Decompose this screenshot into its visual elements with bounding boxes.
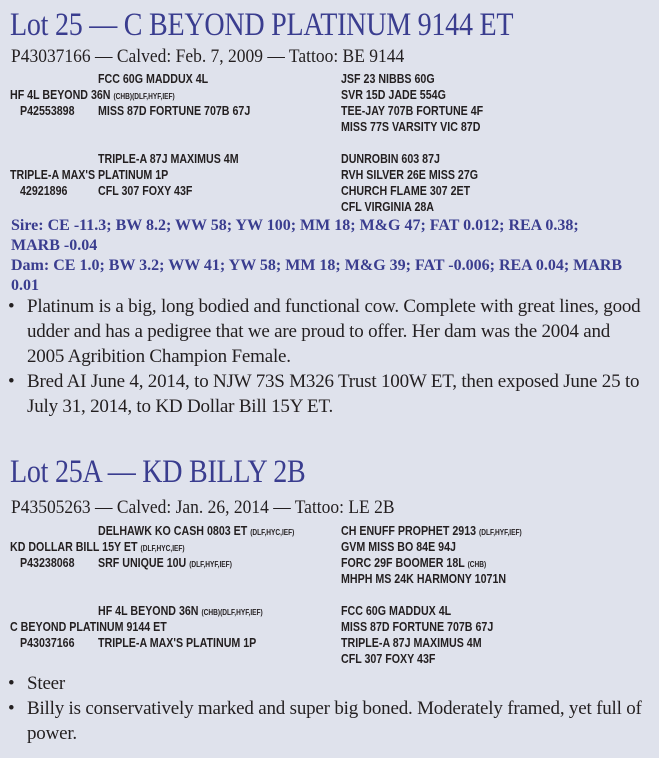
ped-dam-sire-name: HF 4L BEYOND 36N xyxy=(98,603,199,618)
note-item xyxy=(8,671,648,696)
lot25-notes xyxy=(8,294,648,419)
lot25-subtitle: P43037166 — Calved: Feb. 7, 2009 — Tattoo: BE 9144 xyxy=(11,46,405,67)
ped-dam-dam-dam: CFL VIRGINIA 28A xyxy=(341,199,435,214)
ped-sire-dam-dam: MHPH MS 24K HARMONY 1071N xyxy=(341,571,507,586)
ped-dam: C BEYOND PLATINUM 9144 ET xyxy=(10,619,167,634)
lot25-title: Lot 25 — C BEYOND PLATINUM 9144 ET xyxy=(10,7,514,43)
ped-sire-sire-name: DELHAWK KO CASH 0803 ET xyxy=(98,523,248,538)
note-text: Bred AI June 4, 2014, to NJW 73S M326 Trust 100W ET, then exposed June 25 to July 31, 2014, to KD Dollar Bill 15Y ET. xyxy=(27,371,640,417)
note-item xyxy=(8,369,648,419)
ped-tag: (DLF,HYF,IEF) xyxy=(189,560,232,569)
ped-sire-name: HF 4L BEYOND 36N xyxy=(10,87,111,102)
ped-sire-dam-name: SRF UNIQUE 10U xyxy=(98,555,187,570)
bullet-icon: • xyxy=(8,698,15,719)
ped-tag: (DLF,HYC,IEF) xyxy=(140,544,185,553)
ped-dam-sire-dam: RVH SILVER 26E MISS 27G xyxy=(341,167,479,182)
ped-sire-tag: (CHB)(DLF,HYF,IEF) xyxy=(113,92,175,101)
ped-dam-dam-sire: TRIPLE-A 87J MAXIMUS 4M xyxy=(341,635,482,650)
ped-dam-sire-sire: DUNROBIN 603 87J xyxy=(341,151,440,166)
note-text: Steer xyxy=(27,673,66,694)
lot25-dam-epd: Dam: CE 1.0; BW 3.2; WW 41; YW 58; MM 18; M&G 39; FAT -0.006; REA 0.04; MARB 0.01 xyxy=(11,257,623,294)
bullet-icon: • xyxy=(8,371,15,392)
bullet-icon: • xyxy=(8,296,15,317)
ped-tag: (DLF,HYC,IEF) xyxy=(250,528,295,537)
bullet-icon: • xyxy=(8,673,15,694)
ped-sire-dam xyxy=(98,555,232,573)
ped-dam-reg: 42921896 xyxy=(20,183,68,198)
ped-sire-dam-sire: TEE-JAY 707B FORTUNE 4F xyxy=(341,103,484,118)
ped-dam: TRIPLE-A MAX'S PLATINUM 1P xyxy=(10,167,169,182)
ped-sire-dam: MISS 87D FORTUNE 707B 67J xyxy=(98,103,251,118)
lot25a-title: Lot 25A — KD BILLY 2B xyxy=(10,454,306,490)
ped-tag: (CHB)(DLF,HYF,IEF) xyxy=(201,608,263,617)
ped-dam-dam-dam: CFL 307 FOXY 43F xyxy=(341,651,436,666)
ped-dam-sire-sire: FCC 60G MADDUX 4L xyxy=(341,603,452,618)
ped-dam-dam: TRIPLE-A MAX'S PLATINUM 1P xyxy=(98,635,257,650)
lot25-sire-epd: Sire: CE -11.3; BW 8.2; WW 58; YW 100; MM 18; M&G 47; FAT 0.012; REA 0.38; MARB -0.04 xyxy=(11,217,579,254)
note-item xyxy=(8,696,648,746)
ped-tag: (CHB) xyxy=(467,560,487,569)
note-text: Platinum is a big, long bodied and functional cow. Complete with great lines, good udder and has a pedigree that we are proud to offer. Her dam was the 2004 and 2005 Agribition Champion Female. xyxy=(27,296,641,367)
ped-sire-sire-sire: JSF 23 NIBBS 60G xyxy=(341,71,435,86)
ped-sire-sire-dam: SVR 15D JADE 554G xyxy=(341,87,446,102)
ped-sire-sire-dam: GVM MISS BO 84E 94J xyxy=(341,539,456,554)
ped-dam-sire: TRIPLE-A 87J MAXIMUS 4M xyxy=(98,151,239,166)
lot25a-subtitle: P43505263 — Calved: Jan. 26, 2014 — Tattoo: LE 2B xyxy=(11,497,395,518)
ped-sire-dam-dam: MISS 77S VARSITY VIC 87D xyxy=(341,119,481,134)
ped-sire-sire: FCC 60G MADDUX 4L xyxy=(98,71,209,86)
ped-dam-dam-sire: CHURCH FLAME 307 2ET xyxy=(341,183,471,198)
ped-dam-reg: P43037166 xyxy=(20,635,75,650)
ped-dam-dam: CFL 307 FOXY 43F xyxy=(98,183,193,198)
ped-sire-reg: P42553898 xyxy=(20,103,75,118)
ped-sire-sire-sire-name: CH ENUFF PROPHET 2913 xyxy=(341,523,477,538)
note-item xyxy=(8,294,648,369)
ped-sire-name: KD DOLLAR BILL 15Y ET xyxy=(10,539,138,554)
lot25a-notes xyxy=(8,671,648,746)
note-text: Billy is conservatively marked and super big boned. Moderately framed, yet full of power. xyxy=(27,698,642,744)
ped-tag: (DLF,HYF,IEF) xyxy=(479,528,522,537)
ped-dam-sire-dam: MISS 87D FORTUNE 707B 67J xyxy=(341,619,494,634)
ped-sire-reg: P43238068 xyxy=(20,555,75,570)
ped-sire-dam-sire-name: FORC 29F BOOMER 18L xyxy=(341,555,465,570)
